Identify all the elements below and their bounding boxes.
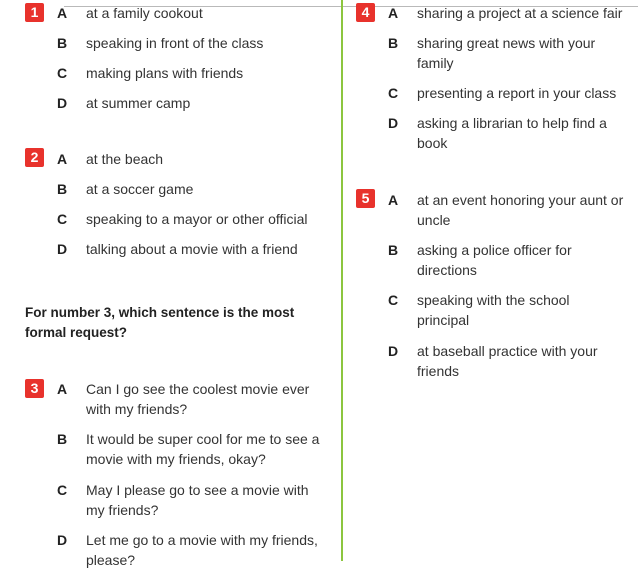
q4-option-b[interactable]: sharing great news with your family [417,35,596,71]
question-4-number: 4 [356,3,375,22]
q4-letter-c: C [388,85,399,101]
q4-letter-a: A [388,5,399,21]
q1-letter-c: C [57,65,68,81]
q5-letter-d: D [388,343,399,359]
q1-option-c[interactable]: making plans with friends [86,65,244,81]
q4-letter-b: B [388,35,399,51]
q5-letter-a: A [388,192,399,208]
q3-letter-b: B [57,431,68,447]
question-2-number: 2 [25,148,44,167]
question-3-prompt: For number 3, which sentence is the most formal request? [25,305,295,340]
q2-letter-a: A [57,151,68,167]
q3-letter-a: A [57,381,68,397]
q3-option-c[interactable]: May I please go to see a movie with my friends? [86,482,309,518]
q4-option-c[interactable]: presenting a report in your class [417,85,617,101]
q3-option-a[interactable]: Can I go see the coolest movie ever with my friends? [86,381,310,417]
q1-option-b[interactable]: speaking in front of the class [86,35,264,51]
q4-option-d[interactable]: asking a librarian to help find a book [417,115,607,151]
q2-option-c[interactable]: speaking to a mayor or other official [86,211,308,227]
q5-letter-b: B [388,242,399,258]
q1-letter-d: D [57,95,68,111]
q4-option-a[interactable]: sharing a project at a science fair [417,5,623,21]
q3-option-b[interactable]: It would be super cool for me to see a movie with my friends, okay? [86,431,320,467]
q2-option-b[interactable]: at a soccer game [86,181,194,197]
q2-letter-c: C [57,211,68,227]
q5-option-b[interactable]: asking a police officer for directions [417,242,572,278]
column-divider [341,0,343,561]
q1-option-a[interactable]: at a family cookout [86,5,203,21]
q1-letter-b: B [57,35,68,51]
q3-option-d[interactable]: Let me go to a movie with my friends, please? [86,532,318,568]
question-1-number: 1 [25,3,44,22]
q4-letter-d: D [388,115,399,131]
question-5-number: 5 [356,189,375,208]
q2-option-d[interactable]: talking about a movie with a friend [86,241,298,257]
q5-option-d[interactable]: at baseball practice with your friends [417,343,598,379]
q2-letter-b: B [57,181,68,197]
q5-option-a[interactable]: at an event honoring your aunt or uncle [417,192,624,228]
q2-option-a[interactable]: at the beach [86,151,164,167]
q1-option-d[interactable]: at summer camp [86,95,191,111]
q1-letter-a: A [57,5,68,21]
q3-letter-d: D [57,532,68,548]
q2-letter-d: D [57,241,68,257]
q3-letter-c: C [57,482,68,498]
question-3-number: 3 [25,379,44,398]
q5-option-c[interactable]: speaking with the school principal [417,292,570,328]
q5-letter-c: C [388,292,399,308]
